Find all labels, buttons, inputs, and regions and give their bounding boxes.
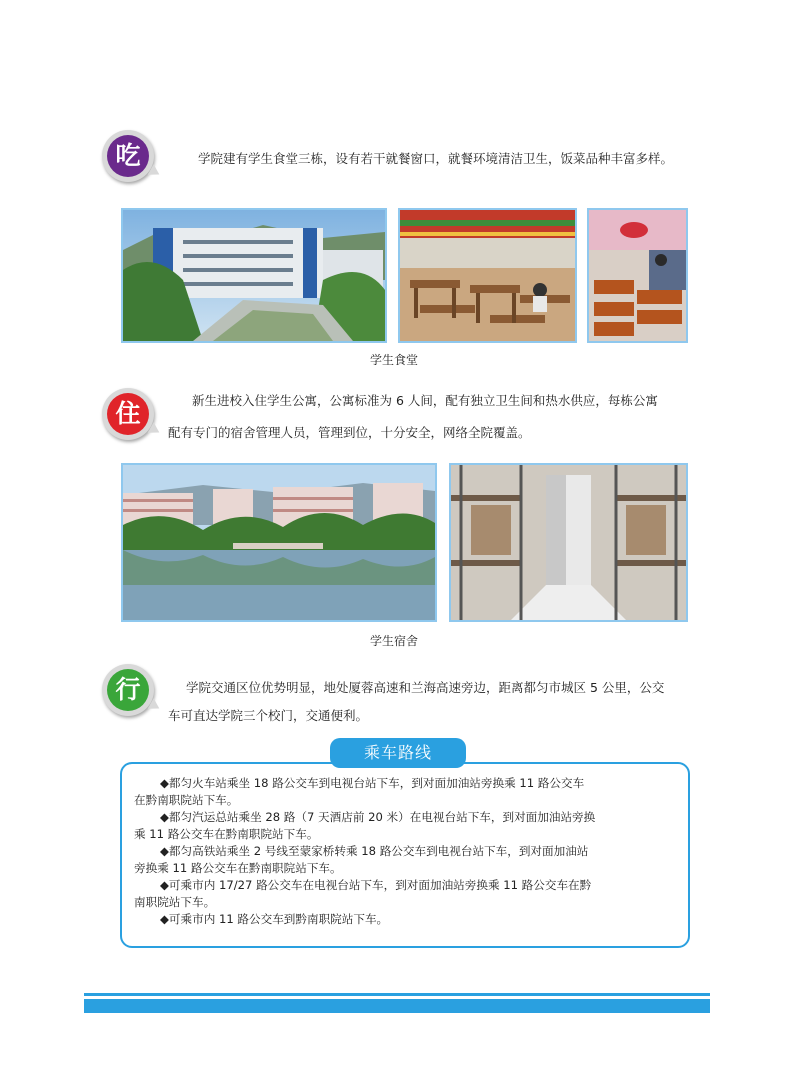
dormitory-caption: 学生宿舍 [370,634,419,648]
live-badge-label: 住 [107,393,149,435]
live-description-line1: 新生进校入住学生公寓，公寓标准为 6 人间，配有独立卫生间和热水供应，每栋公寓 [192,393,658,408]
eat-description: 学院建有学生食堂三栋，设有若干就餐窗口，就餐环境清洁卫生，饭菜品种丰富多样。 [198,151,674,166]
route-line: 乘 11 路公交车在黔南职院站下车。 [134,827,319,841]
route-line: ◆可乘市内 17/27 路公交车在电视台站下车，到对面加油站旁换乘 11 路公交车在黔 [160,878,592,892]
route-line: ◆都匀高铁站乘坐 2 号线至蒙家桥转乘 18 路公交车到电视台站下车，到对面加油站 [160,844,589,858]
footer-rule-thick [84,999,710,1013]
route-line: ◆可乘市内 11 路公交车到黔南职院站下车。 [160,912,389,926]
canteen-building-photo [121,208,387,343]
live-description-line2: 配有专门的宿舍管理人员，管理到位，十分安全，网络全院覆盖。 [168,425,531,440]
route-line: ◆都匀汽运总站乘坐 28 路（7 天酒店前 20 米）在电视台站下车，到对面加油站旁换 [160,810,596,824]
live-badge [102,388,154,440]
travel-description-line1: 学院交通区位优势明显，地处厦蓉高速和兰海高速旁边，距离都匀市城区 5 公里，公交 [186,680,665,695]
canteen-caption: 学生食堂 [370,353,419,367]
route-title: 乘车路线 [330,738,466,768]
route-list [134,775,684,928]
travel-description-line2: 车可直达学院三个校门，交通便利。 [168,708,369,723]
travel-badge-label: 行 [107,669,149,711]
canteen-food-photo [587,208,688,343]
canteen-interior-photo [398,208,577,343]
eat-badge [102,130,154,182]
footer-rule-thin [84,993,710,996]
dormitory-exterior-photo [121,463,437,622]
route-line: 在黔南职院站下车。 [134,793,239,807]
route-line: 旁换乘 11 路公交车在黔南职院站下车。 [134,861,342,875]
travel-badge [102,664,154,716]
route-line: ◆都匀火车站乘坐 18 路公交车到电视台站下车，到对面加油站旁换乘 11 路公交车 [160,776,585,790]
eat-badge-label: 吃 [107,135,149,177]
dormitory-room-photo [449,463,688,622]
route-line: 南职院站下车。 [134,895,216,909]
